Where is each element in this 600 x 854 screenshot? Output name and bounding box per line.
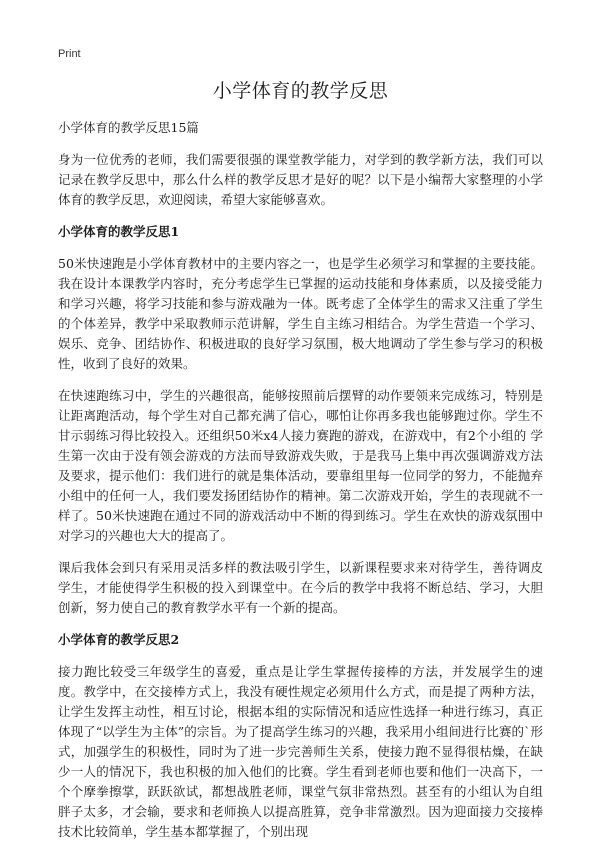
document-subtitle: 小学体育的教学反思15篇 (58, 120, 199, 135)
document-title: 小学体育的教学反思 (212, 80, 389, 102)
section-2-paragraph-1: 接力跑比较受三年级学生的喜爱，重点是让学生掌握传接棒的方法，并发展学生的速度。教学中，在交接棒方式上，我没有硬性规定必须用什么方式，而是提了两种方法，让学生发挥主动性，相互讨论，根据本组的实际情况和适应性选择一种进行练习，真正体现了“以学生为主体”的宗旨。为了提高学生练习的兴趣，我采用小组间进行比赛的`形式，加强学生的积极性，同时为了进一步完善师生关系，使接力跑不显得很枯燥，在缺少一人的情况下，我也积极的加入他们的比赛。学生看到老师也要和他们一决高下，一个个摩拳擦掌，跃跃欲试，都想战胜老师，课堂气氛非常热烈。甚至有的小组认为自组胖子太多，才会输，要求和老师换人以提高胜算，竞争非常激烈。因为迎面接力交接棒技术比较简单，学生基本都掌握了，个别出现 (58, 664, 543, 839)
print-link[interactable]: Print (58, 48, 81, 60)
intro-paragraph: 身为一位优秀的老师，我们需要很强的课堂教学能力，对学到的教学新方法，我们可以记录在教学反思中，那么什么样的教学反思才是好的呢？以下是小编帮大家整理的小学体育的教学反思，欢迎阅读，希望大家能够喜欢。 (58, 152, 543, 207)
document-body (58, 118, 543, 854)
section-1-paragraph-1: 50米快速跑是小学体育教材中的主要内容之一，也是学生必须学习和掌握的主要技能。我在设计本课教学内容时，充分考虑学生已掌握的运动技能和身体素质，以及接受能力和学习兴趣，将学习技能和参与游戏融为一体。既考虑了全体学生的需求又注重了学生的个体差异，教学中采取教师示范讲解，学生自主练习相结合。为学生营造一个学习、娱乐、竞争、团结协作、积极进取的良好学习氛围，极大地调动了学生参与学习的积极性，收到了良好的效果。 (58, 256, 543, 371)
section-heading-1: 小学体育的教学反思1 (58, 224, 180, 239)
section-1-paragraph-3: 课后我体会到只有采用灵活多样的教法吸引学生，以新课程要求来对待学生，善待调皮学生，才能使得学生积极的投入到课堂中。在今后的教学中我将不断总结、学习，大胆创新，努力使自己的教育教学水平有一个新的提高。 (58, 560, 543, 615)
section-1-paragraph-2: 在快速跑练习中，学生的兴趣很高，能够按照前后摆臂的动作要领来完成练习，特别是让距离跑活动，每个学生对自己都充满了信心，哪怕让你再多我也能够跑过你。学生不甘示弱练习得比较投入。还组织50米x4人接力赛跑的游戏，在游戏中，有2个小组的 学生第一次由于没有领会游戏的方法而导致游戏失败，于是我马上集中再次强调游戏方法及要求，提示他们：我们进行的就是集体活动，要靠组里每一位同学的努力，不能抛弃小组中的任何一人，我们要发扬团结协作的精神。第二次游戏开始，学生的表现就不一样了。50米快速跑在通过不同的游戏活动中不断的得到练习。学生在欢快的游戏氛围中对学习的兴趣也大大的提高了。 (58, 388, 543, 543)
section-heading-2: 小学体育的教学反思2 (58, 632, 180, 647)
